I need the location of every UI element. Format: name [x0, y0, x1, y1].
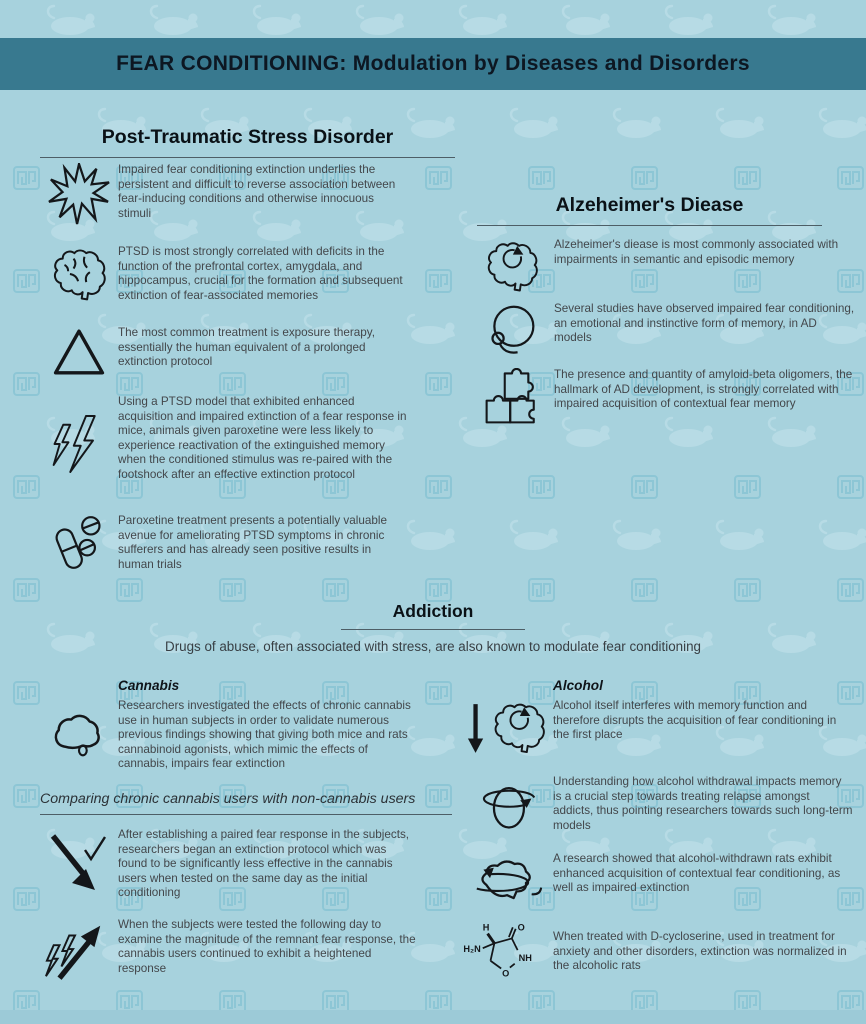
maze-watermark: [116, 578, 143, 607]
page-title: FEAR CONDITIONING: Modulation by Diseases and Disorders: [116, 52, 750, 75]
mouse-watermark: [814, 519, 866, 556]
chem-label-o-ring: O: [501, 968, 509, 979]
cannabis-item-1-text: Researchers investigated the effects of chronic cannabis use in human subjects in order to validate numerous previous findings showing that giving both mice and rats cannabinoid agonists, which mimic the effects of cannabis, impairs fear extinction: [118, 699, 411, 770]
addiction-subtitle: Drugs of abuse, often associated with stress, are also known to modulate fear conditioning: [165, 639, 701, 654]
ptsd-item-2: [40, 245, 406, 303]
maze-watermark: [219, 578, 246, 607]
mouse-watermark: [505, 519, 561, 556]
maze-watermark: [13, 269, 40, 298]
ptsd-item-2-text: PTSD is most strongly correlated with deficits in the function of the prefrontal cortex, amygdala, and hippocampus, crucial for the formation and subsequent extinction of fear-associated memories: [118, 245, 403, 302]
maze-watermark: [528, 578, 555, 607]
puzzle-icon: [470, 368, 554, 426]
alzheimers-item-3: [470, 368, 856, 426]
down-arrow-check-icon: [34, 828, 118, 900]
ptsd-item-1: [40, 163, 406, 225]
arrow-down-brain-icon: [462, 699, 553, 757]
alcohol-item-1-text: Alcohol itself interferes with memory function and therefore disrupts the acquisition of fear conditioning in the first place: [553, 699, 837, 741]
smoke-cloud-icon: [40, 707, 118, 763]
head-icon: [470, 302, 554, 358]
mouse-watermark: [505, 107, 561, 144]
maze-watermark: [837, 166, 864, 195]
maze-watermark: [528, 475, 555, 504]
ptsd-section-title: Post-Traumatic Stress Disorder: [40, 126, 455, 158]
alcohol-item-4: [458, 922, 853, 984]
maze-watermark: [734, 475, 761, 504]
cannabis-subheading: Cannabis: [118, 678, 180, 693]
chem-label-nh: NH: [518, 952, 532, 963]
mouse-watermark: [814, 107, 866, 144]
mouse-watermark: [402, 313, 458, 350]
maze-watermark: [425, 166, 452, 195]
maze-watermark: [13, 578, 40, 607]
ptsd-item-3: [40, 326, 406, 378]
header-band: [0, 38, 866, 90]
maze-watermark: [13, 681, 40, 710]
maze-watermark: [631, 475, 658, 504]
cannabis-item-1: [40, 699, 418, 772]
alcohol-item-2-text: Understanding how alcohol withdrawal impacts memory is a crucial step towards treating relapse amongst addicts, thus pointing researchers towards such long-term models: [553, 775, 853, 832]
mouse-watermark: [402, 519, 458, 556]
mouse-watermark: [763, 4, 819, 41]
chem-label-h2n: H₂N: [462, 944, 481, 955]
alzheimers-item-3-text: The presence and quantity of amyloid-beta oligomers, the hallmark of AD development, is strongly correlated with impaired acquisition of contextual fear memory: [554, 368, 853, 410]
double-lightning-icon: [40, 413, 118, 475]
alzheimers-item-1-text: Alzeheimer's diease is most commonly associated with impairments in semantic and episodic memory: [554, 238, 839, 266]
mouse-watermark: [454, 4, 510, 41]
mouse-watermark: [351, 4, 407, 41]
maze-watermark: [425, 475, 452, 504]
burst-icon: [40, 163, 118, 225]
mouse-watermark: [711, 519, 767, 556]
alcohol-item-3: [462, 852, 853, 910]
maze-watermark: [13, 784, 40, 813]
cannabis-comparison-item-2: [34, 918, 416, 984]
maze-watermark: [425, 887, 452, 916]
maze-watermark: [425, 372, 452, 401]
mouse-watermark: [557, 4, 613, 41]
alzheimers-item-2: [470, 302, 856, 358]
alcohol-item-1: [462, 699, 853, 757]
cannabis-comparison-item-1: [34, 828, 416, 901]
maze-watermark: [528, 166, 555, 195]
maze-watermark: [631, 166, 658, 195]
maze-watermark: [13, 166, 40, 195]
brain-icon: [40, 245, 118, 303]
alcohol-item-4-text: When treated with D-cycloserine, used in treatment for anxiety and other disorders, extinction was normalized in the alcoholic rats: [553, 930, 847, 972]
alzheimers-item-1: [470, 238, 856, 294]
ptsd-item-4: [40, 395, 408, 482]
d-cycloserine-structure-icon: [458, 922, 553, 984]
maze-watermark: [734, 166, 761, 195]
ptsd-item-4-text: Using a PTSD model that exhibited enhanced acquisition and impaired extinction of a fear response in mice, animals given paroxetine were less likely to experience reactivation of the extinguished memory when the conditioned stimulus was re-paired with the footshock after an effective extinction protocol: [118, 395, 407, 481]
maze-watermark: [13, 372, 40, 401]
alcohol-item-3-text: A research showed that alcohol-withdrawn rats exhibit enhanced acquisition of contextual fear conditioning, as well as impaired extinction: [553, 852, 841, 894]
triangle-icon: [40, 326, 118, 378]
maze-watermark: [734, 578, 761, 607]
maze-watermark: [425, 269, 452, 298]
maze-watermark: [837, 475, 864, 504]
mouse-watermark: [248, 4, 304, 41]
mouse-watermark: [711, 107, 767, 144]
maze-watermark: [837, 578, 864, 607]
cannabis-comparison-item-1-text: After establishing a paired fear response in the subjects, researchers began an extinction protocol which was found to be significantly less effective in the cannabis users when tested on the same day as the initial conditioning: [118, 828, 410, 899]
mouse-watermark: [608, 519, 664, 556]
head-rotate-icon: [462, 775, 553, 835]
maze-watermark: [425, 681, 452, 710]
rat-rotate-icon: [462, 852, 553, 910]
mouse-watermark: [145, 4, 201, 41]
mouse-watermark: [608, 107, 664, 144]
mouse-watermark: [660, 4, 716, 41]
brain-refresh-icon: [470, 238, 554, 294]
pills-icon: [40, 514, 118, 574]
lightning-up-arrow-icon: [34, 918, 118, 984]
ptsd-item-1-text: Impaired fear conditioning extinction underlies the persistent and difficult to reverse association between fear-inducing conditions and otherwise innocuous stimuli: [118, 163, 396, 220]
chem-label-o-top: O: [517, 922, 525, 933]
bottom-band: [0, 1010, 866, 1024]
maze-watermark: [631, 578, 658, 607]
cannabis-comparison-heading: Comparing chronic cannabis users with non-cannabis users: [40, 791, 452, 815]
ptsd-item-3-text: The most common treatment is exposure therapy, essentially the human equivalent of a prolonged extinction protocol: [118, 326, 376, 368]
chem-label-h: H: [482, 922, 489, 933]
alcohol-subheading: Alcohol: [553, 678, 603, 693]
maze-watermark: [13, 475, 40, 504]
ptsd-item-5: [40, 514, 406, 574]
cannabis-comparison-item-2-text: When the subjects were tested the following day to examine the magnitude of the remnant fear response, the cannabis users continued to exhibit a heightened response: [118, 918, 416, 975]
addiction-section-title: Addiction: [341, 601, 525, 630]
alzheimers-section-title: Alzeheimer's Diease: [477, 194, 822, 226]
mouse-watermark: [42, 4, 98, 41]
alcohol-item-2: [462, 775, 853, 835]
alzheimers-item-2-text: Several studies have observed impaired fear conditioning, an emotional and instinctive form of memory, in AD models: [554, 302, 855, 344]
ptsd-item-5-text: Paroxetine treatment presents a potentially valuable avenue for ameliorating PTSD symptoms in chronic sufferers and has already seen positive results in human trials: [118, 514, 387, 571]
